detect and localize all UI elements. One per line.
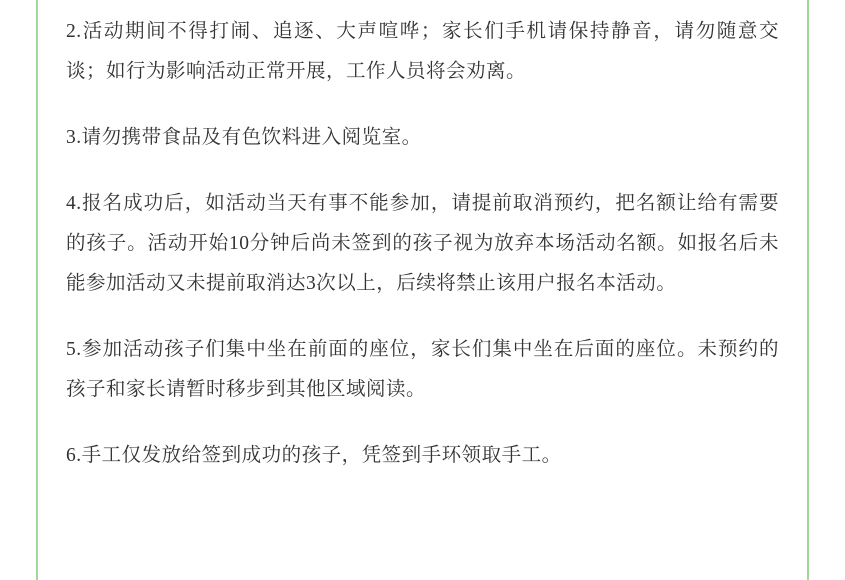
paragraph-4: 4.报名成功后，如活动当天有事不能参加，请提前取消预约，把名额让给有需要的孩子。活动开始10分钟后尚未签到的孩子视为放弃本场活动名额。如报名后未能参加活动又未提前取消达3次以上，后续将禁止该用户报名本活动。: [66, 193, 779, 294]
paragraph-3: 3.请勿携带食品及有色饮料进入阅览室。: [66, 127, 422, 148]
document-content: [38, 0, 807, 580]
paragraph-2: 2.活动期间不得打闹、追逐、大声喧哗；家长们手机请保持静音，请勿随意交谈；如行为影响活动正常开展，工作人员将会劝离。: [66, 21, 779, 82]
frame-border-right: [807, 0, 809, 580]
paragraph-5: 5.参加活动孩子们集中坐在前面的座位，家长们集中坐在后面的座位。未预约的孩子和家长请暂时移步到其他区域阅读。: [66, 339, 779, 400]
paragraph-6: 6.手工仅发放给签到成功的孩子，凭签到手环领取手工。: [66, 445, 562, 466]
